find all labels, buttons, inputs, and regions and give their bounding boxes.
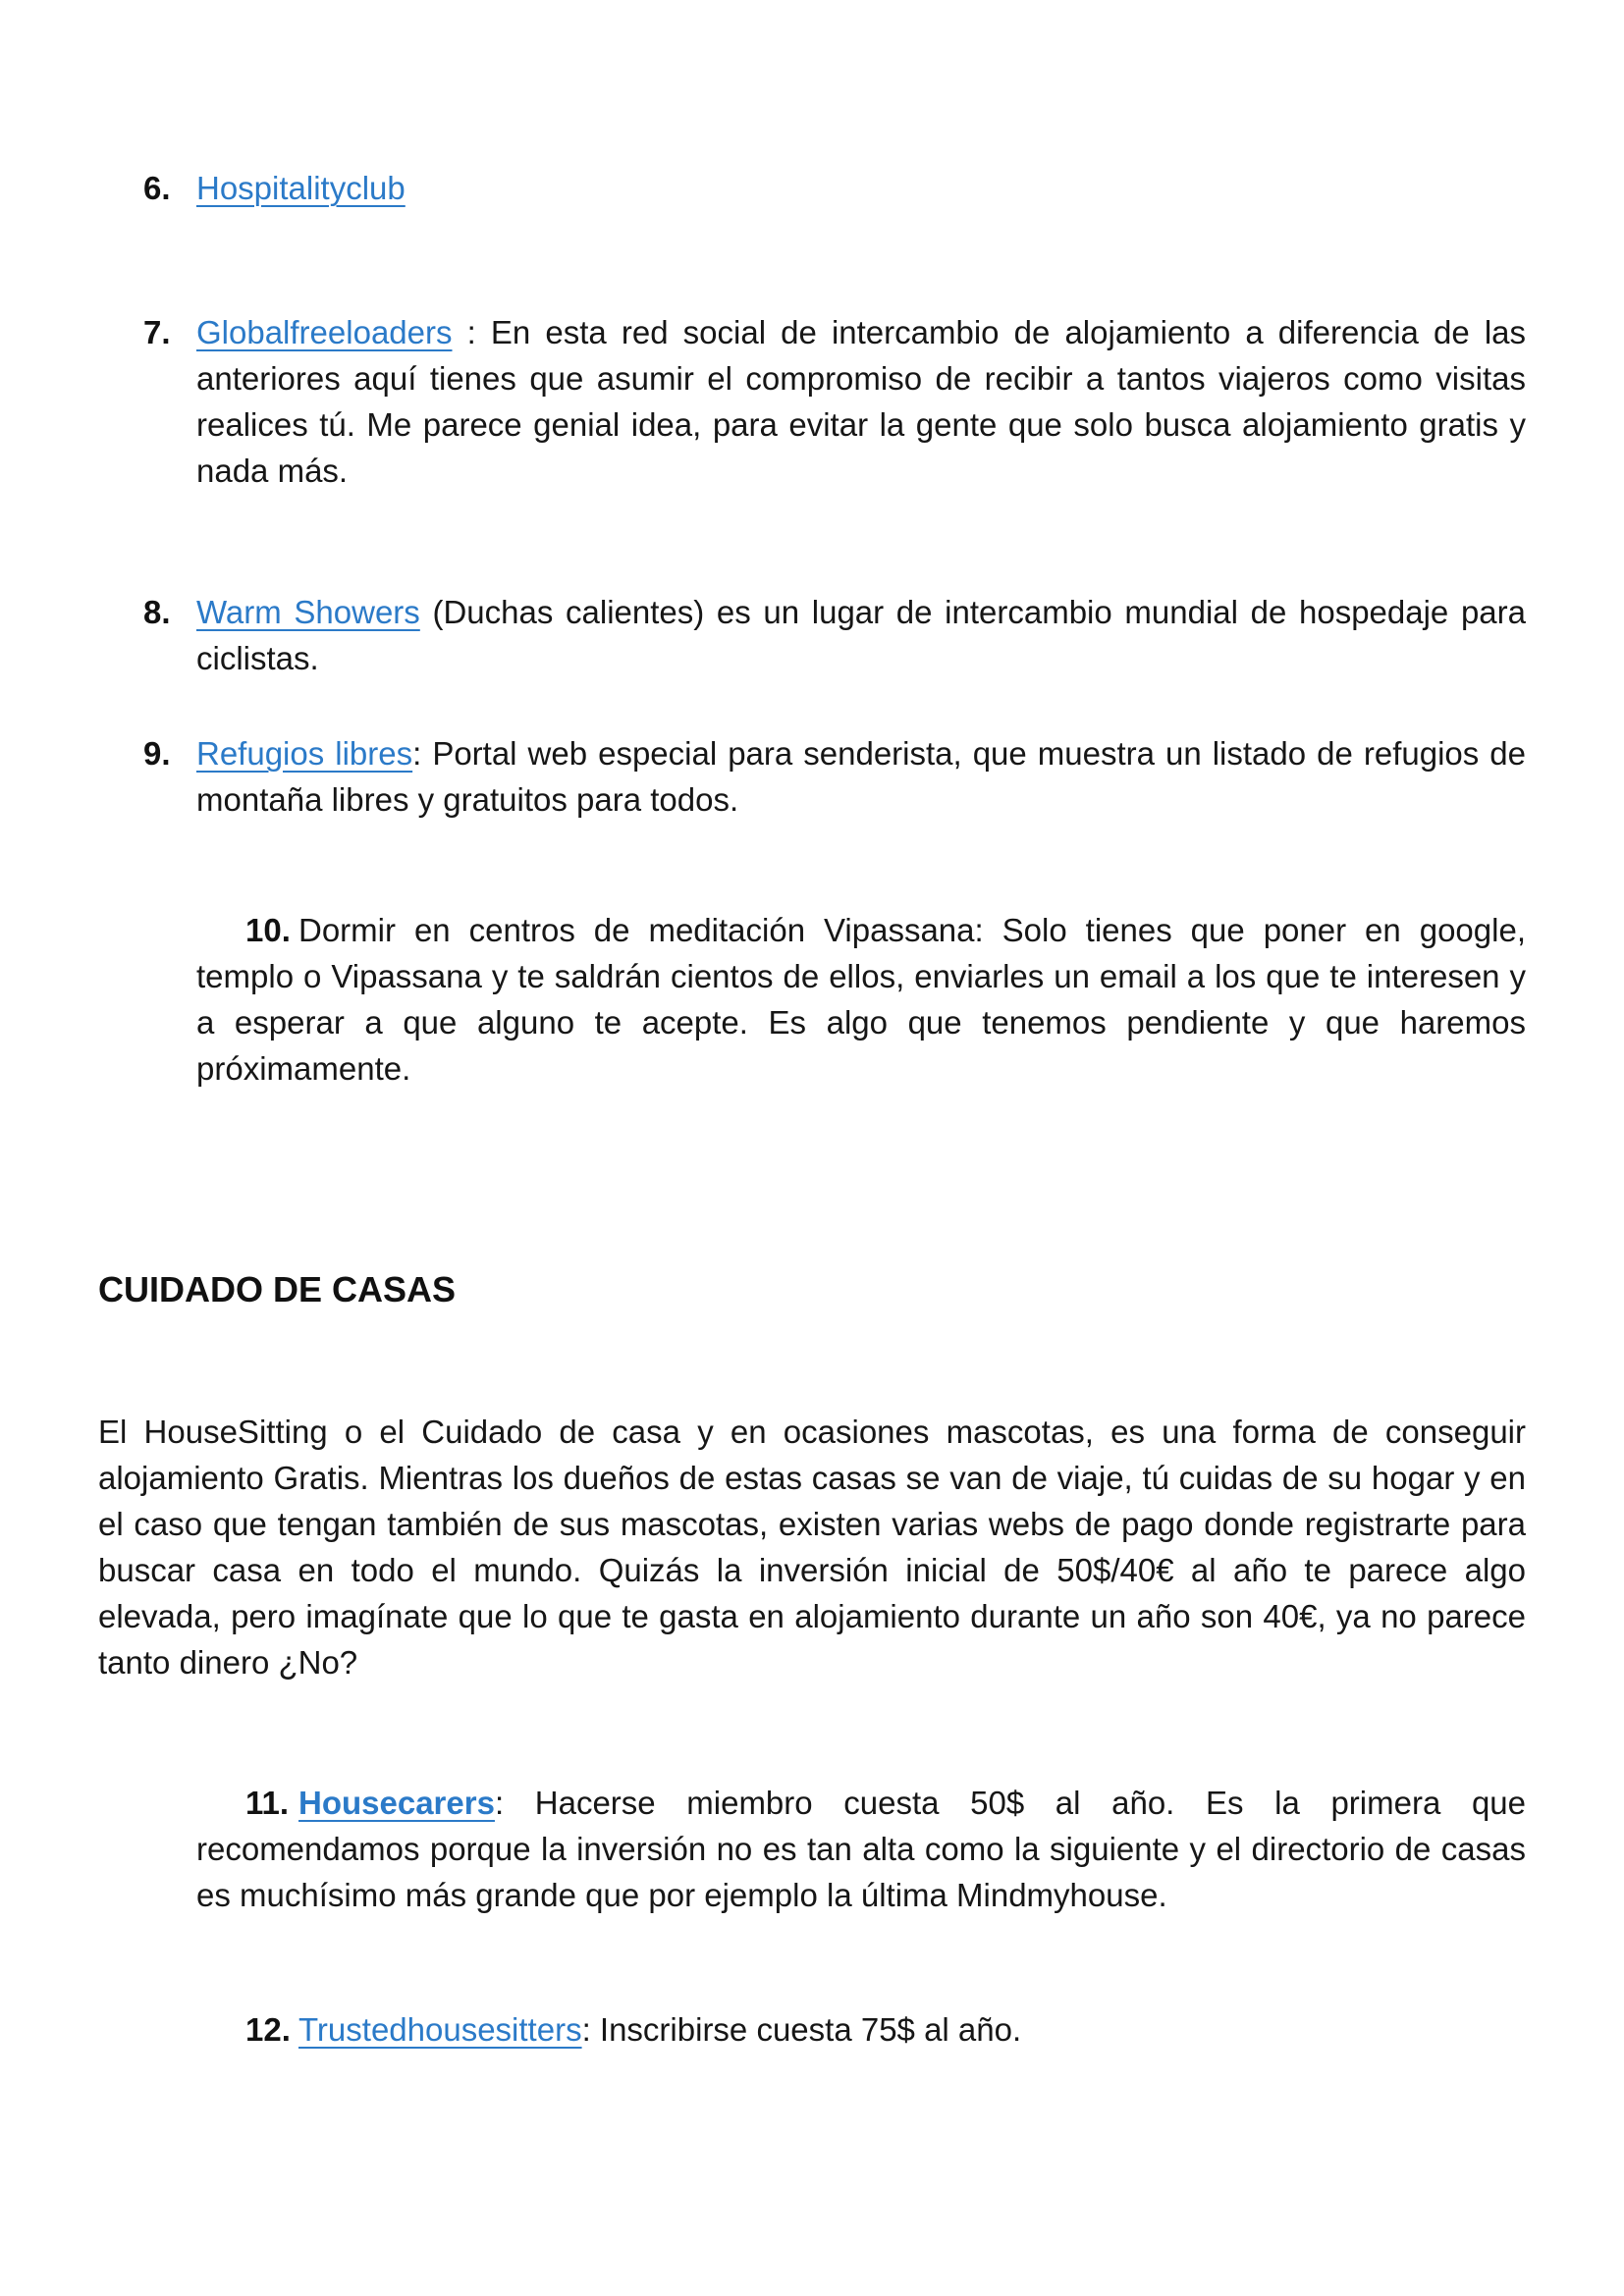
housesitting-paragraph: El HouseSitting o el Cuidado de casa y en ocasiones mascotas, es una forma de conseguir alojamiento Gratis. Mientras los dueños de estas casas se van de viaje, tú cuidas de su hogar y en el caso que tengan también de sus mascotas, existen varias webs de pago donde registrarte para buscar casa en todo el mundo. Quizás la inversión inicial de 50$/40€ al año te parece algo elevada, pero imagínate que lo que te gasta en alojamiento durante un año son 40€, ya no parece tanto dinero ¿No? bbox=[98, 1414, 1526, 1681]
link-housecarers[interactable]: Housecarers bbox=[298, 1785, 495, 1821]
list-item-9 bbox=[98, 730, 1526, 823]
list-item-text: : Hacerse miembro cuesta 50$ al año. Es la primera que recomendamos porque la inversión no es tan alta como la siguiente y el directorio de casas es muchísimo más grande que por ejemplo la última Mindmyhouse. bbox=[196, 1785, 1526, 1913]
section-heading: CUIDADO DE CASAS bbox=[98, 1269, 457, 1309]
list-number: 7. bbox=[143, 314, 171, 350]
list-item-text: : Portal web especial para senderista, que muestra un listado de refugios de montaña libres y gratuitos para todos. bbox=[196, 735, 1526, 818]
list-number: 9. bbox=[143, 735, 171, 772]
list-number: 10. bbox=[245, 912, 291, 948]
list-item-text: Dormir en centros de meditación Vipassana: Solo tienes que poner en google, templo o Vipassana y te saldrán cientos de ellos, enviarles un email a los que te interesen y a esperar a que alguno te acepte. Es algo que tenemos pendiente y que haremos próximamente. bbox=[196, 912, 1526, 1087]
list-item-10 bbox=[98, 907, 1526, 1092]
link-refugios-libres[interactable]: Refugios libres bbox=[196, 735, 413, 772]
link-globalfreeloaders[interactable]: Globalfreeloaders bbox=[196, 314, 453, 350]
list-item-12 bbox=[98, 2006, 1526, 2053]
list-item-8 bbox=[98, 589, 1526, 681]
link-trustedhousesitters[interactable]: Trustedhousesitters bbox=[298, 2011, 582, 2048]
list-number: 8. bbox=[143, 594, 171, 630]
list-number: 11. bbox=[245, 1785, 290, 1821]
list-item-text: (Duchas calientes) es un lugar de intercambio mundial de hospedaje para ciclistas. bbox=[196, 594, 1526, 676]
link-warm-showers[interactable]: Warm Showers bbox=[196, 594, 420, 630]
link-hospitalityclub[interactable]: Hospitalityclub bbox=[196, 170, 406, 206]
list-number: 6. bbox=[143, 170, 171, 206]
list-item-text: : Inscribirse cuesta 75$ al año. bbox=[581, 2011, 1022, 2048]
list-item-6 bbox=[98, 165, 1526, 211]
list-item-7 bbox=[98, 309, 1526, 494]
list-item-11 bbox=[98, 1780, 1526, 1918]
list-item-text: : En esta red social de intercambio de alojamiento a diferencia de las anteriores aquí tienes que asumir el compromiso de recibir a tantos viajeros como visitas realices tú. Me parece genial idea, para evitar la gente que solo busca alojamiento gratis y nada más. bbox=[196, 314, 1526, 489]
list-number: 12. bbox=[245, 2011, 291, 2048]
